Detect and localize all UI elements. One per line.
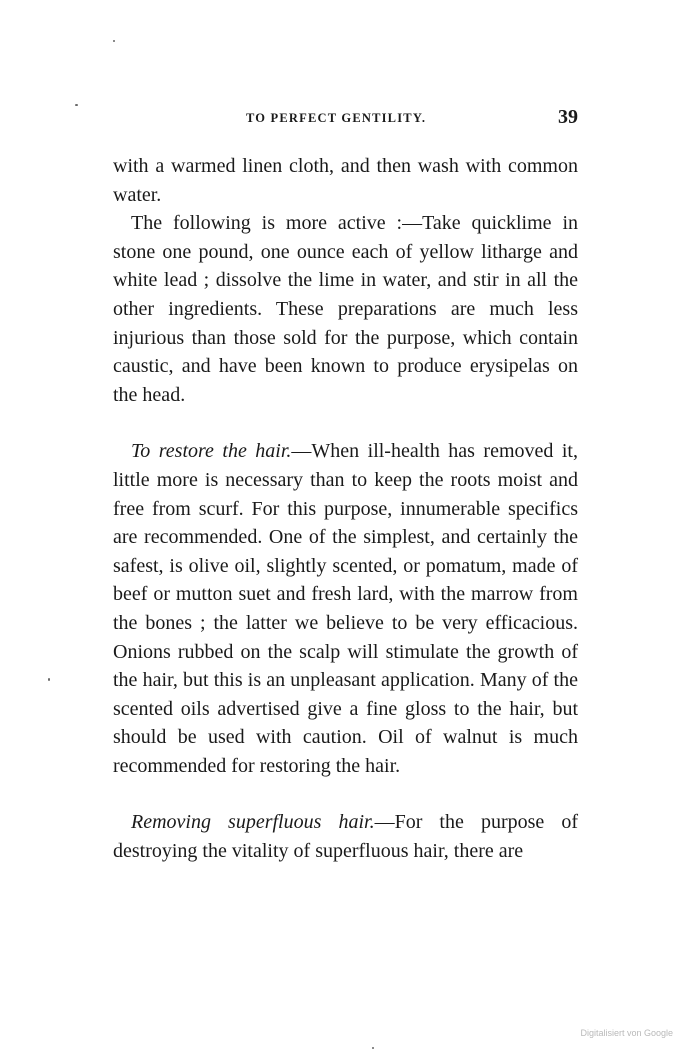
speck	[75, 104, 78, 106]
paragraph	[113, 209, 578, 409]
paragraph-text: —When ill-health has removed it, little more is necessary than to keep the roots moist and free from scurf. For this purpose, innumerable specifics are recommended. One of the simplest, and certainly the safest, is olive oil, slightly scented, or pomatum, made of beef or mutton suet and fresh lard, with the marrow from the bones ; the latter we believe to be very efficacious. Onions rubbed on the scalp will stimulate the growth of the hair, but this is an unpleasant application. Many of the scented oils advertised give a fine gloss to the hair, but should be used with caution. Oil of walnut is much recommended for restoring the hair.	[113, 440, 578, 777]
speck	[113, 40, 115, 42]
page-header	[112, 106, 578, 134]
paragraph-text: The following is more active :—Take quicklime in stone one pound, one ounce each of yellow litharge and white lead ; dissolve the lime in water, and stir in all the other ingredients. These preparations are much less injurious than those sold for the purpose, which contain caustic, and have been known to produce erysipelas on the head.	[113, 212, 578, 406]
body-text	[113, 152, 578, 866]
section-heading: Removing superfluous hair.	[131, 811, 375, 834]
section-gap	[113, 780, 578, 808]
paragraph	[113, 437, 578, 780]
section-heading: To restore the hair.	[131, 440, 292, 463]
speck	[372, 1047, 374, 1049]
paragraph-text: —For the purpose of destroying the vitality of superfluous hair, there are	[113, 811, 578, 863]
paragraph	[113, 152, 578, 209]
digitization-watermark: Digitalisiert von Google	[580, 1028, 673, 1038]
paragraph	[113, 808, 578, 865]
running-head: TO PERFECT GENTILITY.	[246, 111, 427, 125]
paragraph-text: with a warmed linen cloth, and then wash with common water.	[113, 155, 578, 206]
page-number: 39	[558, 106, 578, 128]
speck	[48, 678, 50, 681]
section-gap	[113, 409, 578, 437]
